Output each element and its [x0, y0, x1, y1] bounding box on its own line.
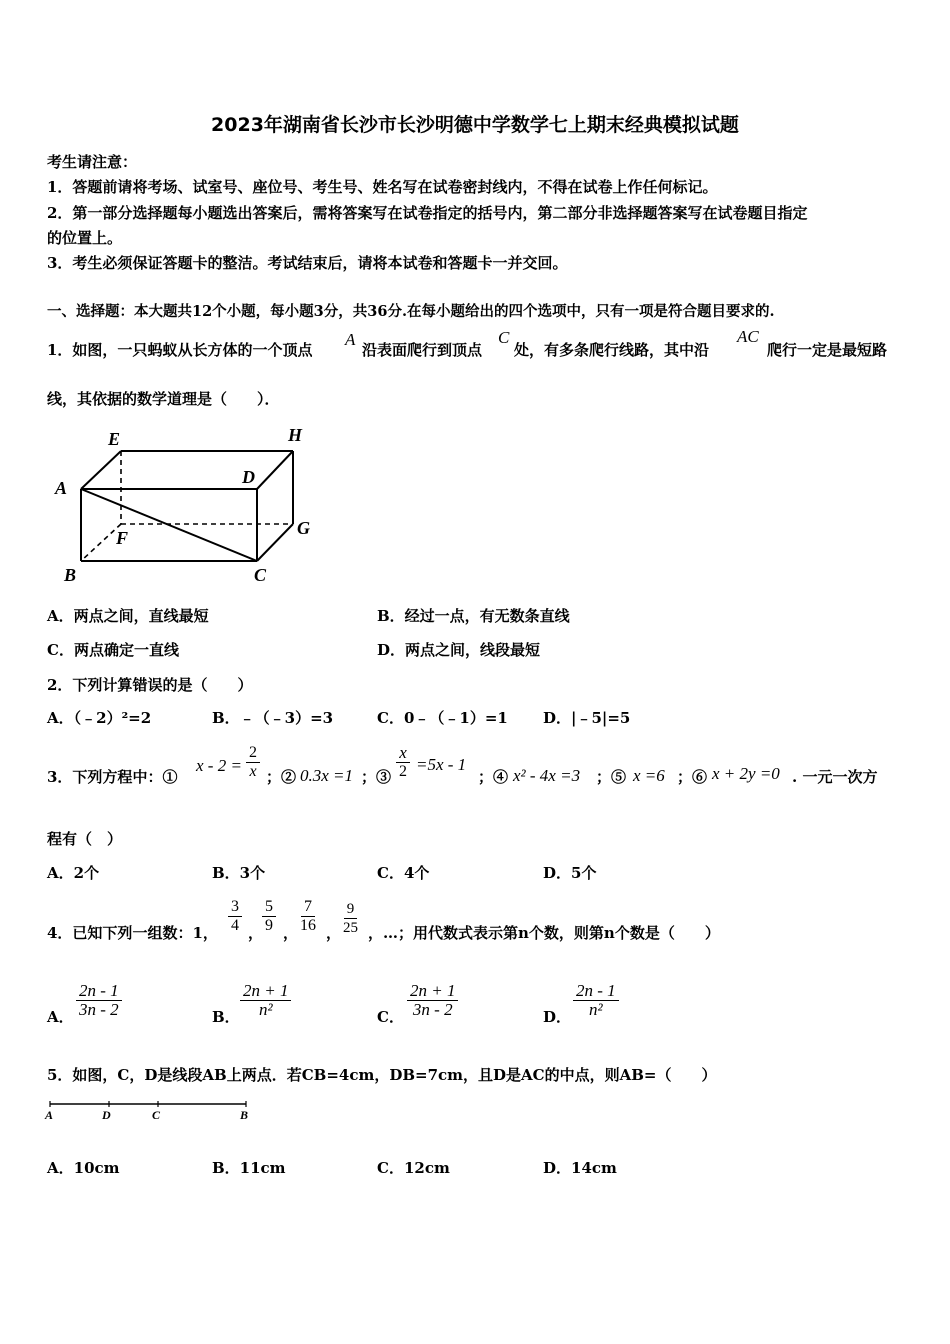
notice-item-2: 2．第一部分选择题每小题选出答案后，需将答案写在试卷指定的括号内，第二部分非选择题答案写在试卷题目指定	[47, 204, 808, 222]
q3-option-d[interactable]: D．5个	[543, 864, 597, 882]
q2-option-b[interactable]: B．﹣（﹣3）=3	[212, 709, 334, 727]
q3-sep3: ；④	[478, 768, 509, 786]
q3-sep2: ；③	[361, 768, 392, 786]
q1-var-c: C	[498, 328, 510, 347]
q5-stem: 5．如图，C，D是线段AB上两点．若CB=4cm，DB=7cm，且D是AC的中点，则AB=（ ）	[47, 1066, 717, 1084]
q3-eq1-fraction: $\frac{2}{x}$	[246, 744, 260, 781]
q3-eq2: 0.3x =1	[300, 766, 354, 785]
q4-comma-1: ，	[248, 924, 264, 942]
q4-option-c-label[interactable]: C．	[377, 1008, 404, 1026]
q4-option-c-fraction[interactable]: $\frac{2n + 1}{3n - 2}$	[407, 982, 458, 1019]
q4-option-b-label[interactable]: B．	[212, 1008, 240, 1026]
q4-option-a-fraction[interactable]: $\frac{2n - 1}{3n - 2}$	[76, 982, 122, 1019]
notice-heading: 考生请注意：	[47, 153, 138, 171]
q4-fraction-2: $\frac{5}{9}$	[262, 898, 276, 935]
label-c: C	[254, 565, 267, 585]
q4-option-d-fraction[interactable]: $\frac{2n - 1}{\text{n²}}$	[573, 982, 619, 1019]
segment-label-a: A	[45, 1108, 54, 1122]
q2-option-c[interactable]: C．0﹣（﹣1）=1	[377, 709, 508, 727]
q5-option-b[interactable]: B．11cm	[212, 1159, 286, 1177]
q3-eq6: x + 2y =0	[712, 764, 780, 783]
q4-comma-3: ，	[326, 924, 342, 942]
segment-label-c: C	[152, 1108, 161, 1122]
label-d: D	[242, 467, 255, 487]
q4-comma-2: ，	[283, 924, 299, 942]
label-g: G	[297, 518, 310, 538]
q4-fraction-4: $\frac{9}{25}$	[343, 901, 358, 936]
q3-sep1: ；②	[266, 768, 297, 786]
q3-eq1-left: x - 2 =	[196, 756, 242, 775]
section-heading: 一、选择题：本大题共12个小题，每小题3分，共36分.在每小题给出的四个选项中，只有一项是符合题目要求的.	[47, 303, 775, 320]
q1-stem-part2: 沿表面爬行到顶点	[362, 341, 483, 359]
q3-eq4: x² - 4x =3	[513, 766, 581, 785]
page-title: 2023年湖南省长沙市长沙明德中学数学七上期末经典模拟试题	[211, 114, 739, 136]
q1-option-d[interactable]: D．两点之间，线段最短	[377, 641, 541, 659]
q5-option-d[interactable]: D．14cm	[543, 1159, 617, 1177]
q1-option-c[interactable]: C．两点确定一直线	[47, 641, 179, 659]
q4-stem-lead: 4．已知下列一组数：1，	[47, 924, 218, 942]
q2-stem: 2．下列计算错误的是（ ）	[47, 676, 253, 694]
q3-option-a[interactable]: A．2个	[47, 864, 100, 882]
q1-stem-part4: 爬行一定是最短路	[767, 341, 888, 359]
label-e: E	[108, 429, 121, 449]
q3-option-b[interactable]: B．3个	[212, 864, 266, 882]
q3-eq3-right: =5x - 1	[416, 755, 467, 774]
q3-stem-line2: 程有（ ）	[47, 830, 123, 848]
segment-label-b: B	[240, 1108, 249, 1122]
q2-option-d[interactable]: D．|﹣5|=5	[543, 709, 631, 727]
q5-segment-figure	[44, 1096, 259, 1126]
q3-eq5: x =6	[633, 766, 665, 785]
notice-item-2-cont: 的位置上。	[47, 229, 123, 247]
segment-label-d: D	[102, 1108, 111, 1122]
label-b: B	[64, 565, 77, 585]
q5-option-a[interactable]: A．10cm	[47, 1159, 120, 1177]
q1-option-b[interactable]: B．经过一点，有无数条直线	[377, 607, 570, 625]
q4-option-a-label[interactable]: A．	[47, 1008, 74, 1026]
q3-sep5: ；⑥	[677, 768, 708, 786]
q4-option-b-fraction[interactable]: $\frac{2n + 1}{\text{n²}}$	[240, 982, 291, 1019]
q1-option-a[interactable]: A．两点之间，直线最短	[47, 607, 209, 625]
label-h: H	[288, 425, 303, 445]
q2-option-a[interactable]: A．（﹣2）²=2	[47, 709, 152, 727]
q3-option-c[interactable]: C．4个	[377, 864, 430, 882]
q4-option-d-label[interactable]: D．	[543, 1008, 572, 1026]
q5-option-c[interactable]: C．12cm	[377, 1159, 450, 1177]
label-a: A	[55, 478, 68, 498]
q3-stem-tail: . 一元一次方	[792, 768, 878, 786]
notice-item-1: 1．答题前请将考场、试室号、座位号、考生号、姓名写在试卷密封线内，不得在试卷上作任何标记。	[47, 178, 718, 196]
q1-cuboid-figure	[50, 420, 330, 590]
label-f: F	[116, 528, 129, 548]
q4-fraction-3: $\frac{7}{16}$	[300, 898, 316, 934]
q4-stem-tail: ，…；用代数式表示第n个数，则第n个数是（ ）	[368, 924, 720, 942]
notice-item-3: 3．考生必须保证答题卡的整洁。考试结束后，请将本试卷和答题卡一并交回。	[47, 254, 568, 272]
q3-eq3-fraction: $\frac{x}{2}$	[396, 744, 410, 781]
q1-stem-part3: 处，有多条爬行线路，其中沿	[514, 341, 710, 359]
q1-stem-line2: 线，其依据的数学道理是（ ）．	[47, 390, 280, 408]
q1-stem-part1: 1．如图，一只蚂蚁从长方体的一个顶点	[47, 341, 313, 359]
q3-stem-lead: 3．下列方程中：①	[47, 768, 178, 786]
q1-var-ac: AC	[737, 327, 759, 346]
q4-fraction-1: $\frac{3}{4}$	[228, 898, 242, 935]
q1-var-a: A	[345, 330, 356, 349]
q3-sep4: ；⑤	[596, 768, 627, 786]
